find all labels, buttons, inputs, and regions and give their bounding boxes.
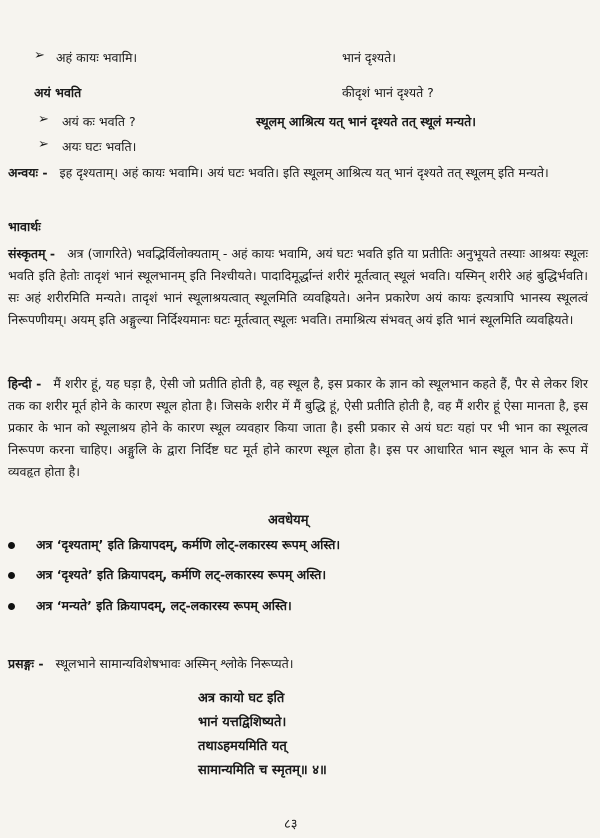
- bullet-icon: [8, 603, 15, 610]
- anvaya-text: इह दृश्यताम्। अहं कायः भवामि। अयं घटः भवति। इति स्थूलम् आश्रित्य यत् भानं दृश्यते तत् स्थूलम् इति मन्यते।: [59, 165, 549, 180]
- example-row3-right: स्थूलम् आश्रित्य यत् भानं दृश्यते तत् स्थूलं मन्यते।: [256, 114, 477, 129]
- bhavartha-heading: भावार्थः: [8, 219, 41, 234]
- sanskritam-label: संस्कृतम् -: [8, 246, 56, 261]
- anvaya-paragraph: [8, 162, 588, 184]
- verse-line: भानं यत्तद्विशिष्यते।: [198, 715, 287, 730]
- sanskritam-paragraph: [8, 243, 588, 331]
- example-row2-left: अयं भवति: [34, 85, 82, 100]
- prasanga-line: [8, 655, 294, 672]
- avadheyam-heading: अवधेयम्: [268, 513, 309, 528]
- hindi-text: मैं शरीर हूं, यह घड़ा है, ऐसी जो प्रतीति होती है, वह स्थूल है, इस प्रकार के ज्ञान को स्थूलभान कहते हैं, पैर से लेकर शिर तक का शरीर मूर्त होने के कारण स्थूल होता है। जिसके शरीर में मैं बुद्धि हूं, ऐसी प्रतीति होती है, वह मैं शरीर हूं ऐसा मानता है, इस प्रकार के भान को स्थूलाश्रय होने के कारण स्थूल व्यवहार किया जाता है। इसी प्रकार से अयं घटः यहां पर भी भान का स्थूलत्व निरूपण करना चाहिए। अङ्गुलि के द्वारा निर्दिष्ट घट मूर्त होने कारण स्थूल होता है। इस पर आधारित भान स्थूल भान के रूप में व्यवहृत होता है।: [8, 376, 588, 479]
- example-row1-left: अहं कायः भवामि।: [56, 50, 138, 65]
- anvaya-label: अन्वयः -: [8, 165, 48, 180]
- arrow-bullet-icon: ➢: [38, 137, 49, 152]
- example-row1-right: भानं दृश्यते।: [342, 50, 396, 65]
- example-row4-left: अयः घटः भवति।: [62, 139, 137, 154]
- hindi-paragraph: [8, 373, 588, 483]
- avadheyam-item: अत्र ‘मन्यते’ इति क्रियापदम्, लट्-लकारस्य रूपम् अस्ति।: [36, 598, 292, 613]
- arrow-bullet-icon: ➢: [38, 112, 49, 127]
- sanskritam-text: अत्र (जागरिते) भवद्भिर्विलोक्यताम् - अहं कायः भवामि, अयं घटः भवति इति या प्रतीतिः अनुभूयते तस्याः आश्रयः स्थूलः भवति इति हेतोः तादृशं भानं स्थूलभानम् इति निश्चीयते। पादादिमूर्द्धान्तं शरीरं मूर्तत्वात् स्थूलं भवति। यस्मिन् शरीरे अहं बुद्धिर्भवति। सः अहं शरीरमिति मन्यते। तादृशं भानं स्थूलाश्रयत्वात् स्थूलमिति व्यवह्रियते। अनेन प्रकारेण अयं कायः इत्यत्रापि भानस्य स्थूलत्वं निरूपणीयम्। अयम् इति अङ्गुल्या निर्दिश्यमानः घटः मूर्तत्वात् स्थूलः भवति। तमाश्रित्य संभवत् अयं इति भानं स्थूलमिति व्यवह्रियते।: [8, 246, 588, 327]
- example-row2-right: कीदृशं भानं दृश्यते ?: [342, 85, 434, 100]
- arrow-bullet-icon: ➢: [34, 48, 45, 63]
- verse-line: अत्र कायो घट इति: [198, 691, 285, 706]
- avadheyam-item: अत्र ‘दृश्यते’ इति क्रियापदम्, कर्मणि लट्-लकारस्य रूपम् अस्ति।: [36, 567, 327, 582]
- bullet-icon: [8, 572, 15, 579]
- verse-line: तथाऽहमयमिति यत्: [198, 739, 287, 754]
- avadheyam-item: अत्र ‘दृश्यताम्’ इति क्रियापदम्, कर्मणि लोट्-लकारस्य रूपम् अस्ति।: [36, 537, 341, 552]
- prasanga-label: प्रसङ्गः -: [8, 656, 44, 671]
- prasanga-text: स्थूलभाने सामान्यविशेषभावः अस्मिन् श्लोके निरूप्यते।: [55, 656, 294, 671]
- example-row3-left: अयं कः भवति ?: [62, 114, 136, 129]
- hindi-label: हिन्दी -: [8, 376, 42, 391]
- page-number: ८३: [284, 817, 298, 832]
- bullet-icon: [8, 542, 15, 549]
- verse-line: सामान्यमिति च स्मृतम्॥ ४॥: [198, 763, 327, 778]
